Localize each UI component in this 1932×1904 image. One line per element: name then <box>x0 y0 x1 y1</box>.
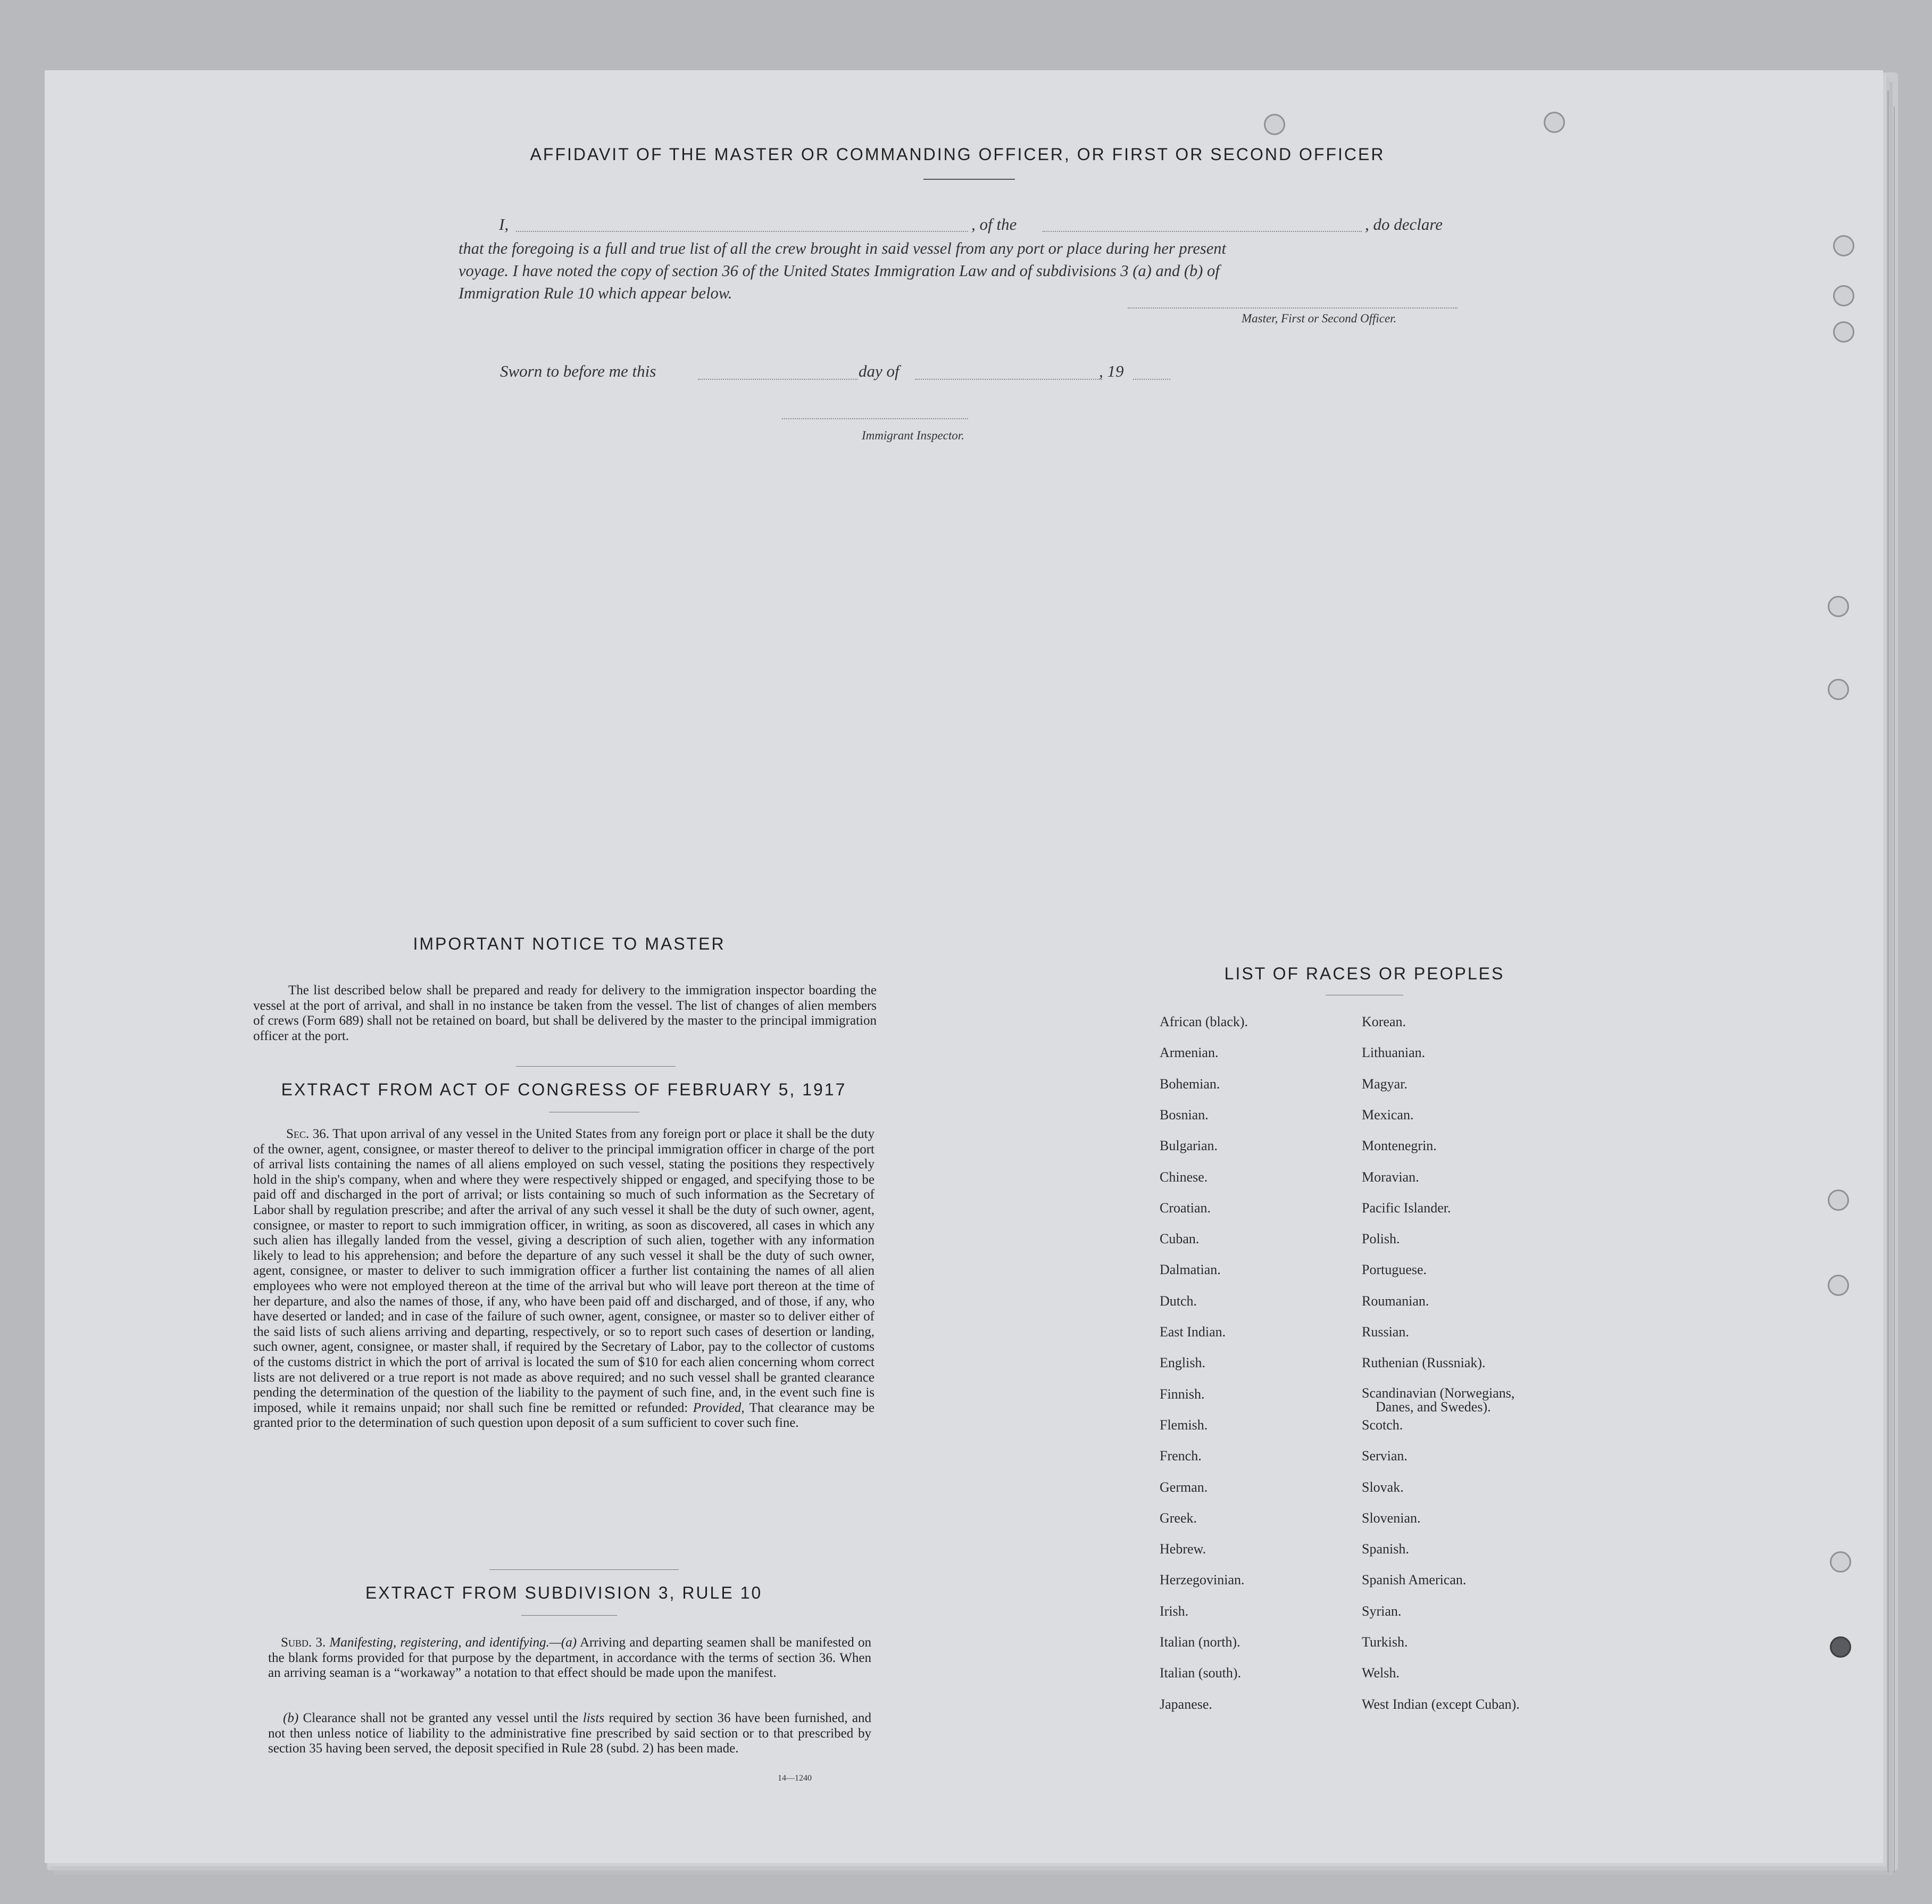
race-item: Magyar. <box>1362 1076 1408 1092</box>
form-number: 14—1240 <box>778 1774 812 1783</box>
race-item: Syrian. <box>1362 1603 1402 1619</box>
sec-body: That upon arrival of any vessel in the United States from any foreign port or place it shall be the duty of the owner, agent, consignee, or master thereof to deliver to the principal immigration officer in charge of the port of arrival lists containing the names of all aliens employed on such vessel, stating the positions they respectively hold in the ship's company, when and where they were respectively shipped or engaged, and specifying those to be paid off and discharged in the port of arrival; or lists containing so much of such information as the Secretary of Labor shall by regulation prescribe; and after the arrival of any such vessel it shall be the duty of such owner, agent, consignee, or master to report to such immigration officer, in writing, as soon as discovered, all cases in which any such alien has illegally landed from the vessel, giving a description of such alien, together with any information likely to lead to his apprehension; and before the departure of any such vessel it shall be the duty of such owner, agent, consignee, or master to deliver to such immigration officer a further list containing the names of all alien employees who were not employed thereon at the time of the arrival but who will leave port thereon at the time of her departure, and also the names of those, if any, who have been paid off and discharged, and of those, if any, who have deserted or landed; and in case of the failure of such owner, agent, consignee, or master so to deliver either of the said lists of such aliens arriving and departing, respectively, or so to report such cases of desertion or landing, such owner, agent, consignee, or master shall, if required by the Secretary of Labor, pay to the collector of customs of the customs district in which the port of arrival is located the sum of $10 for each alien concerning whom correct lists are not delivered or a true report is not made as above required; and no such vessel shall be granted clearance pending the determination of the question of the liability to the payment of such fine, and, in the event such fine is imposed, while it remains unpaid; nor shall such fine be remitted or refunded: <box>253 1127 875 1415</box>
notice-title: IMPORTANT NOTICE TO MASTER <box>413 934 726 953</box>
race-item: Finnish. <box>1160 1386 1205 1402</box>
para-b-marker: (b) <box>283 1711 299 1725</box>
race-item: Roumanian. <box>1362 1293 1429 1309</box>
punch-hole <box>1833 235 1854 256</box>
punch-hole <box>1544 112 1565 133</box>
race-item: Servian. <box>1362 1448 1408 1464</box>
punch-hole <box>1828 679 1849 700</box>
race-item: Slovenian. <box>1362 1510 1421 1526</box>
divider <box>521 1615 617 1616</box>
races-title: LIST OF RACES OR PEOPLES <box>1224 964 1505 983</box>
sworn-year: , 19 <box>1099 362 1124 380</box>
subd-label: Subd. 3. <box>281 1635 326 1650</box>
affidavit-i: I, <box>499 215 509 234</box>
subd-3-a <box>268 1635 871 1681</box>
affidavit-line-4: Immigration Rule 10 which appear below. <box>459 284 732 302</box>
race-item: Moravian. <box>1362 1169 1419 1185</box>
signature-blank <box>1128 307 1458 309</box>
subd-3-b <box>268 1711 871 1757</box>
punch-hole <box>1830 1551 1851 1573</box>
race-item: Polish. <box>1362 1231 1400 1247</box>
vessel-blank <box>1043 231 1362 232</box>
race-item: Scandinavian (Norwegians, Danes, and Swedes). <box>1362 1385 1515 1415</box>
punch-hole <box>1264 114 1285 135</box>
race-item: French. <box>1160 1448 1202 1464</box>
punch-hole <box>1828 1190 1849 1211</box>
section-36-text <box>253 1127 875 1431</box>
race-item: Turkish. <box>1362 1634 1408 1650</box>
race-item: Spanish American. <box>1362 1572 1467 1588</box>
race-item: Chinese. <box>1160 1169 1208 1185</box>
race-item: Mexican. <box>1362 1107 1414 1123</box>
punch-hole <box>1830 1636 1851 1658</box>
race-item: African (black). <box>1160 1014 1248 1029</box>
race-item: Welsh. <box>1362 1665 1400 1681</box>
para-a-text: Arriving and departing seamen shall be manifested on the blank forms provided for that purpose by the department, in accordance with the terms of section 36. When an arriving seaman is a “workaway” a notation to that effect should be made upon the manifest. <box>268 1635 871 1681</box>
page-edge <box>1887 90 1889 1873</box>
sec-label: Sec. 36. <box>286 1127 329 1141</box>
notice-text: The list described below shall be prepared and ready for delivery to the immigration inspector boarding the vessel at the port of arrival, and shall in no instance be taken from the vessel. The list of changes of alien members of crews (Form 689) shall not be retained on board, but shall be delivered by the master to the principal immigration officer at the port. <box>253 983 877 1043</box>
race-item: Bosnian. <box>1160 1107 1209 1123</box>
race-item: Lithuanian. <box>1362 1045 1426 1061</box>
race-item: Greek. <box>1160 1510 1197 1526</box>
rule-extract-title: EXTRACT FROM SUBDIVISION 3, RULE 10 <box>365 1583 763 1602</box>
year-blank <box>1133 379 1170 380</box>
race-item: West Indian (except Cuban). <box>1362 1696 1520 1712</box>
page-edge <box>1894 106 1895 1873</box>
race-item: Armenian. <box>1160 1045 1219 1061</box>
provided-label: Provided, <box>693 1400 745 1415</box>
race-item: Montenegrin. <box>1362 1138 1437 1154</box>
sworn-day-of: day of <box>859 362 900 380</box>
month-blank <box>915 379 1102 380</box>
para-a-marker: —(a) <box>549 1635 577 1650</box>
race-item: German. <box>1160 1479 1208 1495</box>
race-item: Italian (north). <box>1160 1634 1240 1650</box>
inspector-signature-blank <box>782 418 968 419</box>
signature-label: Master, First or Second Officer. <box>1242 312 1397 325</box>
para-b-text-1: Clearance shall not be granted any vessel until the <box>303 1711 579 1725</box>
name-blank <box>516 231 968 232</box>
punch-hole <box>1828 1275 1849 1296</box>
day-blank <box>698 379 857 380</box>
divider <box>516 1066 676 1067</box>
punch-hole <box>1833 285 1854 306</box>
race-item: Flemish. <box>1160 1417 1208 1433</box>
punch-hole <box>1828 596 1849 617</box>
affidavit-line-2: that the foregoing is a full and true list of all the crew brought in said vessel from any port or place during her present <box>459 239 1227 257</box>
provided-text: That clearance may be granted prior to the determination of such question upon deposit of a sum sufficient to cover such fine. <box>253 1400 875 1431</box>
title-divider <box>923 179 1015 180</box>
affidavit-line-3: voyage. I have noted the copy of section 36 of the United States Immigration Law and of subdivisions 3 (a) and (b) of <box>459 262 1220 280</box>
race-item: Pacific Islander. <box>1362 1200 1451 1216</box>
affidavit-title: AFFIDAVIT OF THE MASTER OR COMMANDING OFFICER, OR FIRST OR SECOND OFFICER <box>530 145 1385 164</box>
para-b-text-2: required by section 36 have been furnished, and not then unless notice of liability to the administrative fine prescribed by said section or to that prescribed by section 35 having been served, the deposit specified in Rule 28 (subd. 2) has been made. <box>268 1711 872 1756</box>
race-item: Russian. <box>1362 1324 1409 1340</box>
act-extract-title: EXTRACT FROM ACT OF CONGRESS OF FEBRUARY 5, 1917 <box>281 1080 847 1099</box>
race-item: Dutch. <box>1160 1293 1197 1309</box>
race-item: Herzegovinian. <box>1160 1572 1245 1588</box>
race-item: Korean. <box>1362 1014 1406 1029</box>
race-item: Bulgarian. <box>1160 1138 1218 1154</box>
race-item: Portuguese. <box>1362 1262 1427 1278</box>
sworn-prefix: Sworn to before me this <box>500 362 656 380</box>
race-item: Slovak. <box>1362 1479 1404 1495</box>
inspector-label: Immigrant Inspector. <box>862 429 964 442</box>
race-item: Japanese. <box>1160 1696 1212 1712</box>
race-item: Croatian. <box>1160 1200 1211 1216</box>
punch-hole <box>1833 321 1854 343</box>
affidavit-declare: , do declare <box>1365 215 1443 234</box>
para-b-lists: lists <box>582 1711 605 1725</box>
affidavit-of-the: , of the <box>971 215 1017 234</box>
race-item: Scotch. <box>1362 1417 1403 1433</box>
race-item: Irish. <box>1160 1603 1189 1619</box>
subd-heading: Manifesting, registering, and identifying. <box>329 1635 549 1650</box>
race-item: Bohemian. <box>1160 1076 1220 1092</box>
race-item: Italian (south). <box>1160 1665 1242 1681</box>
divider <box>489 1569 679 1570</box>
race-item: Hebrew. <box>1160 1541 1206 1557</box>
race-item: Cuban. <box>1160 1231 1200 1247</box>
race-item: Dalmatian. <box>1160 1262 1221 1278</box>
race-item: East Indian. <box>1160 1324 1226 1340</box>
race-item: Ruthenian (Russniak). <box>1362 1355 1486 1371</box>
race-item: English. <box>1160 1355 1205 1371</box>
race-item: Spanish. <box>1362 1541 1409 1557</box>
